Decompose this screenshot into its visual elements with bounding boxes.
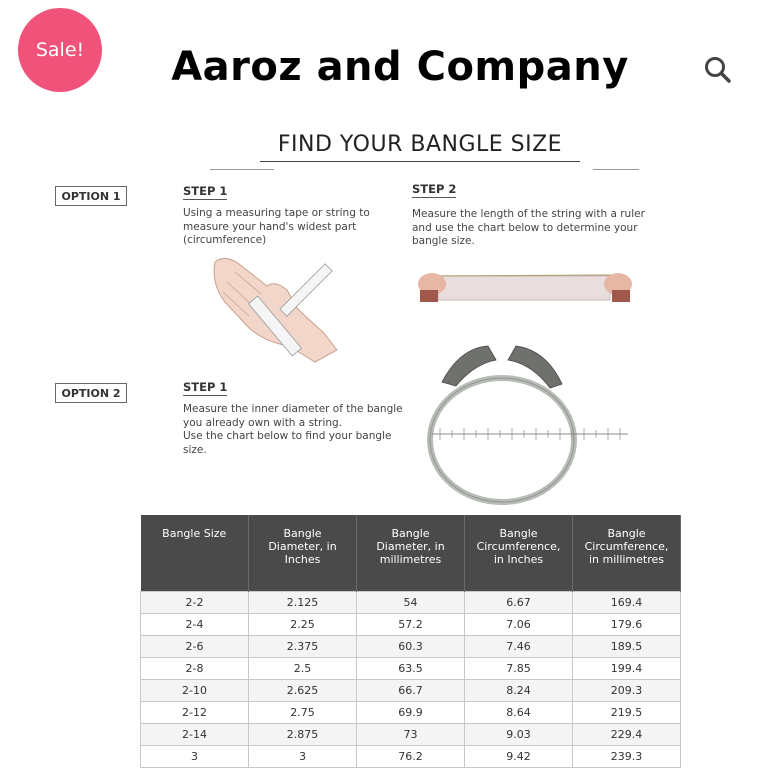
table-cell: 2.5 [249,658,357,680]
table-cell: 209.3 [573,680,681,702]
table-cell: 179.6 [573,614,681,636]
table-cell: 66.7 [357,680,465,702]
table-cell: 2.125 [249,592,357,614]
column-header: Bangle Circumference, in Inches [465,515,573,592]
table-cell: 69.9 [357,702,465,724]
table-cell: 189.5 [573,636,681,658]
table-row [141,636,681,658]
title-rule-left [210,169,274,170]
table-cell: 3 [141,746,249,768]
table-row [141,746,681,768]
table-cell: 73 [357,724,465,746]
option-2-label: OPTION 2 [55,383,127,403]
title-rule-right [593,169,639,170]
table-cell: 8.24 [465,680,573,702]
guide-title: FIND YOUR BANGLE SIZE [260,132,580,162]
guide-title-wrap [200,132,640,162]
option-1-step-1-heading: STEP 1 [183,184,228,198]
table-cell: 2-4 [141,614,249,636]
table-row [141,614,681,636]
table-row [141,592,681,614]
table-cell: 54 [357,592,465,614]
table-cell: 6.67 [465,592,573,614]
table-cell: 2.375 [249,636,357,658]
option-2-step-1-heading: STEP 1 [183,380,228,394]
table-cell: 8.64 [465,702,573,724]
option-1-step-2-heading: STEP 2 [412,182,457,196]
option-1-step-2-text: Measure the length of the string with a ruler and use the chart below to determine your bangle size. [412,208,645,247]
table-cell: 7.85 [465,658,573,680]
sale-badge [18,8,102,92]
column-header: Bangle Diameter, in millimetres [357,515,465,592]
search-icon[interactable] [700,52,736,88]
table-cell: 76.2 [357,746,465,768]
table-cell: 63.5 [357,658,465,680]
table-row [141,724,681,746]
table-cell: 9.03 [465,724,573,746]
bangle-size-table [140,515,681,768]
table-row [141,702,681,724]
table-cell: 9.42 [465,746,573,768]
table-cell: 2.25 [249,614,357,636]
table-cell: 60.3 [357,636,465,658]
table-cell: 239.3 [573,746,681,768]
table-cell: 199.4 [573,658,681,680]
search-button[interactable] [700,52,736,88]
column-header: Bangle Diameter, in Inches [249,515,357,592]
table-cell: 219.5 [573,702,681,724]
table-cell: 2.75 [249,702,357,724]
table-cell: 2-12 [141,702,249,724]
store-title[interactable]: Aaroz and Company [171,44,629,90]
option-1-label: OPTION 1 [55,186,127,206]
ruler-measuring-illustration [418,262,632,304]
table-cell: 3 [249,746,357,768]
table-cell: 2-6 [141,636,249,658]
option-2-step-1-text: Measure the inner diameter of the bangle you already own with a string. Use the chart below to find your bangle size. [183,403,403,456]
option-1-step-1-text: Using a measuring tape or string to measure your hand's widest part (circumference) [183,207,370,246]
table-row [141,680,681,702]
table-cell: 169.4 [573,592,681,614]
table-cell: 229.4 [573,724,681,746]
table-row [141,658,681,680]
table-cell: 2.875 [249,724,357,746]
column-header: Bangle Size [141,515,249,592]
table-cell: 7.06 [465,614,573,636]
table-cell: 2.625 [249,680,357,702]
sale-badge-label: Sale! [35,39,85,61]
table-cell: 7.46 [465,636,573,658]
table-cell: 57.2 [357,614,465,636]
table-cell: 2-14 [141,724,249,746]
table-cell: 2-8 [141,658,249,680]
bangle-illustration [420,340,632,508]
table-cell: 2-10 [141,680,249,702]
table-header-row [141,515,681,592]
hand-measuring-illustration [205,250,345,365]
table-cell: 2-2 [141,592,249,614]
column-header: Bangle Circumference, in millimetres [573,515,681,592]
